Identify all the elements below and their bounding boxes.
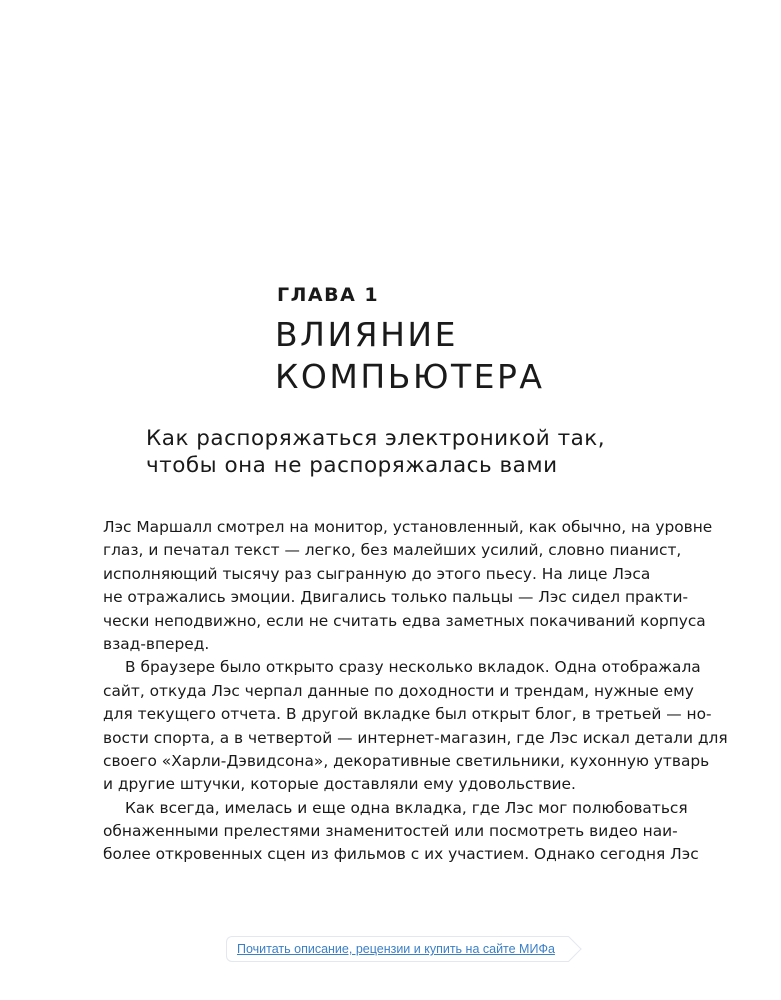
text-line: чески неподвижно, если не считать едва заметных покачиваний корпуса xyxy=(103,611,706,630)
text-line: и другие штучки, которые доставляли ему удовольствие. xyxy=(103,775,576,794)
mif-store-link[interactable]: Почитать описание, рецензии и купить на сайте МИФа xyxy=(237,942,555,956)
chapter-title-line: КОМПЬЮТЕРА xyxy=(275,357,545,396)
text-line: не отражались эмоции. Двигались только пальцы — Лэс сидел практи- xyxy=(103,588,689,607)
text-line: Как всегда, имелась и еще одна вкладка, где Лэс мог полюбоваться xyxy=(125,798,688,817)
text-line: взад-вперед. xyxy=(103,634,210,653)
text-line: для текущего отчета. В другой вкладке был открыт блог, в третьей — но- xyxy=(103,705,712,724)
paragraph-2 xyxy=(103,656,728,796)
chapter-title xyxy=(275,314,544,398)
chapter-label: ГЛАВА 1 xyxy=(277,284,380,306)
text-line: своего «Харли-Дэвидсона», декоративные светильники, кухонную утварь xyxy=(103,751,710,770)
text-line: обнаженными прелестями знаменитостей или посмотреть видео наи- xyxy=(103,822,678,841)
text-line: В браузере было открыто сразу несколько вкладок. Одна отображала xyxy=(125,658,701,677)
text-line: сайт, откуда Лэс черпал данные по доходности и трендам, нужные ему xyxy=(103,681,694,700)
subtitle-line: чтобы она не распоряжалась вами xyxy=(146,453,558,478)
chapter-subtitle xyxy=(146,425,605,479)
mif-link-banner[interactable] xyxy=(226,936,569,962)
text-line: вости спорта, а в четвертой — интернет-магазин, где Лэс искал детали для xyxy=(103,728,728,747)
text-line: Лэс Маршалл смотрел на монитор, установленный, как обычно, на уровне xyxy=(103,518,713,536)
paragraph-3 xyxy=(103,797,699,867)
subtitle-line: Как распоряжаться электроникой так, xyxy=(146,426,606,451)
text-line: более откровенных сцен из фильмов с их участием. Однако сегодня Лэс xyxy=(103,845,699,864)
text-line: исполняющий тысячу раз сыгранную до этого пьесу. На лице Лэса xyxy=(103,564,651,583)
text-line: глаз, и печатал текст — легко, без малейших усилий, словно пианист, xyxy=(103,541,682,560)
body-text xyxy=(103,516,728,867)
paragraph-1 xyxy=(103,516,713,656)
chapter-title-line: ВЛИЯНИЕ xyxy=(275,315,458,354)
